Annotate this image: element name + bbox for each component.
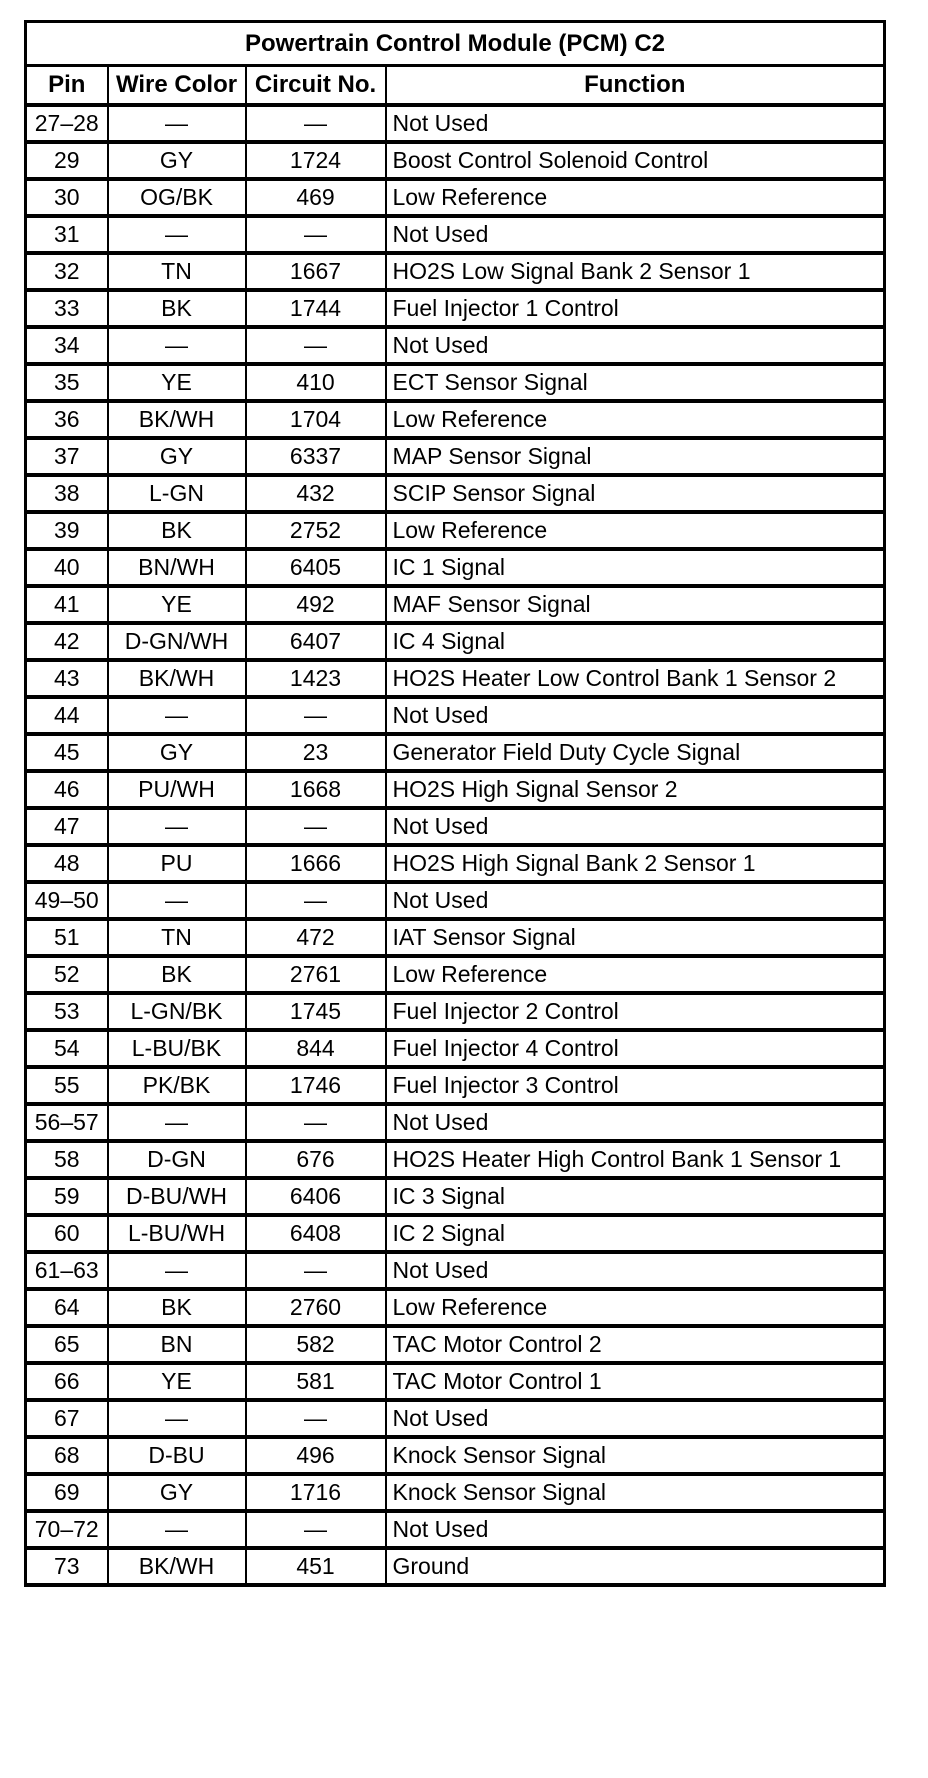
circuit-number-cell: 6405 (246, 549, 386, 586)
circuit-number-cell: 410 (246, 364, 386, 401)
function-cell: Not Used (386, 808, 885, 845)
wire-color-cell: BK (108, 512, 246, 549)
wire-color-cell: — (108, 105, 246, 142)
function-cell: TAC Motor Control 2 (386, 1326, 885, 1363)
function-cell: HO2S Heater High Control Bank 1 Sensor 1 (386, 1141, 885, 1178)
table-row (26, 142, 885, 179)
pin-cell: 41 (26, 586, 108, 623)
circuit-number-cell: 451 (246, 1548, 386, 1585)
pin-cell: 66 (26, 1363, 108, 1400)
table-row (26, 253, 885, 290)
table-row (26, 882, 885, 919)
header-row (26, 66, 885, 105)
function-cell: Knock Sensor Signal (386, 1437, 885, 1474)
function-cell: Low Reference (386, 956, 885, 993)
circuit-number-cell: — (246, 808, 386, 845)
pin-cell: 29 (26, 142, 108, 179)
pin-cell: 46 (26, 771, 108, 808)
pin-cell: 70–72 (26, 1511, 108, 1548)
circuit-number-cell: 2760 (246, 1289, 386, 1326)
circuit-number-cell: — (246, 1252, 386, 1289)
table-row (26, 1400, 885, 1437)
circuit-number-cell: 472 (246, 919, 386, 956)
wire-color-cell: YE (108, 364, 246, 401)
pin-cell: 56–57 (26, 1104, 108, 1141)
pin-cell: 58 (26, 1141, 108, 1178)
pin-cell: 34 (26, 327, 108, 364)
table-row (26, 586, 885, 623)
function-cell: Not Used (386, 216, 885, 253)
wire-color-cell: BK (108, 956, 246, 993)
table-row (26, 845, 885, 882)
table-row (26, 1178, 885, 1215)
wire-color-cell: BN/WH (108, 549, 246, 586)
circuit-number-cell: — (246, 1511, 386, 1548)
pin-cell: 37 (26, 438, 108, 475)
wire-color-cell: GY (108, 438, 246, 475)
wire-color-cell: D-GN (108, 1141, 246, 1178)
table-body (26, 105, 885, 1585)
pin-cell: 36 (26, 401, 108, 438)
table-row (26, 1104, 885, 1141)
wire-color-cell: — (108, 808, 246, 845)
function-cell: Ground (386, 1548, 885, 1585)
pin-cell: 47 (26, 808, 108, 845)
pin-cell: 60 (26, 1215, 108, 1252)
circuit-number-cell: 1716 (246, 1474, 386, 1511)
pin-cell: 33 (26, 290, 108, 327)
circuit-number-cell: 1704 (246, 401, 386, 438)
table-row (26, 1474, 885, 1511)
circuit-number-cell: 6407 (246, 623, 386, 660)
table-row (26, 290, 885, 327)
wire-color-cell: BK (108, 1289, 246, 1326)
pin-cell: 55 (26, 1067, 108, 1104)
circuit-number-cell: — (246, 1104, 386, 1141)
table-row (26, 660, 885, 697)
circuit-number-cell: 469 (246, 179, 386, 216)
pin-cell: 30 (26, 179, 108, 216)
wire-color-cell: PU (108, 845, 246, 882)
circuit-number-cell: 6408 (246, 1215, 386, 1252)
circuit-number-cell: 6337 (246, 438, 386, 475)
circuit-number-cell: 6406 (246, 1178, 386, 1215)
function-cell: IC 3 Signal (386, 1178, 885, 1215)
circuit-number-cell: 432 (246, 475, 386, 512)
wire-color-cell: L-BU/WH (108, 1215, 246, 1252)
pin-cell: 69 (26, 1474, 108, 1511)
function-cell: Not Used (386, 1104, 885, 1141)
function-cell: Low Reference (386, 512, 885, 549)
function-cell: Fuel Injector 1 Control (386, 290, 885, 327)
wire-color-cell: — (108, 1252, 246, 1289)
circuit-number-cell: 492 (246, 586, 386, 623)
circuit-number-cell: — (246, 697, 386, 734)
table-row (26, 475, 885, 512)
function-cell: IC 1 Signal (386, 549, 885, 586)
wire-color-cell: — (108, 1400, 246, 1437)
table-row (26, 1511, 885, 1548)
table-row (26, 697, 885, 734)
wire-color-cell: PK/BK (108, 1067, 246, 1104)
function-cell: Not Used (386, 105, 885, 142)
table-row (26, 956, 885, 993)
table-row (26, 1363, 885, 1400)
pin-cell: 40 (26, 549, 108, 586)
table-row (26, 216, 885, 253)
circuit-number-cell: 23 (246, 734, 386, 771)
wire-color-cell: TN (108, 253, 246, 290)
pin-cell: 59 (26, 1178, 108, 1215)
circuit-number-cell: 1667 (246, 253, 386, 290)
pin-cell: 64 (26, 1289, 108, 1326)
table-row (26, 327, 885, 364)
pin-cell: 35 (26, 364, 108, 401)
circuit-number-cell: 496 (246, 1437, 386, 1474)
pin-cell: 61–63 (26, 1252, 108, 1289)
table-row (26, 179, 885, 216)
title-row (26, 22, 885, 66)
pin-cell: 43 (26, 660, 108, 697)
table-row (26, 549, 885, 586)
function-header: Function (386, 66, 885, 105)
table-row (26, 105, 885, 142)
table-row (26, 919, 885, 956)
table-row (26, 512, 885, 549)
function-cell: Low Reference (386, 179, 885, 216)
function-cell: HO2S High Signal Bank 2 Sensor 1 (386, 845, 885, 882)
circuit-number-cell: 1745 (246, 993, 386, 1030)
wire-color-cell: — (108, 327, 246, 364)
wire-color-cell: L-GN (108, 475, 246, 512)
table-row (26, 438, 885, 475)
wire-color-cell: — (108, 882, 246, 919)
function-cell: HO2S Heater Low Control Bank 1 Sensor 2 (386, 660, 885, 697)
table-row (26, 1215, 885, 1252)
table-row (26, 771, 885, 808)
pin-cell: 49–50 (26, 882, 108, 919)
wire-color-cell: D-BU/WH (108, 1178, 246, 1215)
wire-color-cell: — (108, 1511, 246, 1548)
circuit-number-cell: — (246, 105, 386, 142)
circuit-number-cell: 1724 (246, 142, 386, 179)
pin-table (24, 20, 886, 1587)
function-cell: Fuel Injector 2 Control (386, 993, 885, 1030)
wire-color-cell: D-GN/WH (108, 623, 246, 660)
pin-cell: 53 (26, 993, 108, 1030)
pin-cell: 65 (26, 1326, 108, 1363)
function-cell: Fuel Injector 3 Control (386, 1067, 885, 1104)
table-row (26, 734, 885, 771)
table-row (26, 401, 885, 438)
table-row (26, 993, 885, 1030)
table-row (26, 1548, 885, 1585)
table-row (26, 1252, 885, 1289)
function-cell: HO2S High Signal Sensor 2 (386, 771, 885, 808)
table-row (26, 1289, 885, 1326)
pin-header: Pin (26, 66, 108, 105)
wire-color-header: Wire Color (108, 66, 246, 105)
wire-color-cell: GY (108, 1474, 246, 1511)
pin-cell: 31 (26, 216, 108, 253)
wire-color-cell: BK/WH (108, 401, 246, 438)
circuit-number-cell: 1744 (246, 290, 386, 327)
circuit-number-cell: 582 (246, 1326, 386, 1363)
function-cell: SCIP Sensor Signal (386, 475, 885, 512)
function-cell: MAP Sensor Signal (386, 438, 885, 475)
table-row (26, 1437, 885, 1474)
pin-cell: 52 (26, 956, 108, 993)
wire-color-cell: BK/WH (108, 660, 246, 697)
wire-color-cell: D-BU (108, 1437, 246, 1474)
circuit-number-cell: 1746 (246, 1067, 386, 1104)
function-cell: Knock Sensor Signal (386, 1474, 885, 1511)
wire-color-cell: L-GN/BK (108, 993, 246, 1030)
wire-color-cell: GY (108, 734, 246, 771)
circuit-number-cell: 2761 (246, 956, 386, 993)
function-cell: Not Used (386, 327, 885, 364)
table-row (26, 808, 885, 845)
circuit-number-cell: — (246, 216, 386, 253)
table-row (26, 623, 885, 660)
pin-cell: 39 (26, 512, 108, 549)
pin-cell: 48 (26, 845, 108, 882)
pin-cell: 32 (26, 253, 108, 290)
function-cell: Not Used (386, 697, 885, 734)
function-cell: MAF Sensor Signal (386, 586, 885, 623)
pin-cell: 51 (26, 919, 108, 956)
wire-color-cell: — (108, 1104, 246, 1141)
function-cell: ECT Sensor Signal (386, 364, 885, 401)
function-cell: IAT Sensor Signal (386, 919, 885, 956)
pin-cell: 68 (26, 1437, 108, 1474)
circuit-number-cell: — (246, 327, 386, 364)
circuit-number-cell: — (246, 1400, 386, 1437)
table-row (26, 1326, 885, 1363)
function-cell: Fuel Injector 4 Control (386, 1030, 885, 1067)
function-cell: Not Used (386, 1252, 885, 1289)
wire-color-cell: BN (108, 1326, 246, 1363)
function-cell: Low Reference (386, 1289, 885, 1326)
function-cell: Not Used (386, 1400, 885, 1437)
pin-cell: 45 (26, 734, 108, 771)
function-cell: TAC Motor Control 1 (386, 1363, 885, 1400)
table-row (26, 1067, 885, 1104)
circuit-number-cell: 2752 (246, 512, 386, 549)
wire-color-cell: YE (108, 1363, 246, 1400)
table-title: Powertrain Control Module (PCM) C2 (26, 22, 885, 66)
pin-cell: 67 (26, 1400, 108, 1437)
function-cell: Generator Field Duty Cycle Signal (386, 734, 885, 771)
wire-color-cell: — (108, 697, 246, 734)
wire-color-cell: L-BU/BK (108, 1030, 246, 1067)
wire-color-cell: TN (108, 919, 246, 956)
function-cell: Low Reference (386, 401, 885, 438)
pin-cell: 54 (26, 1030, 108, 1067)
wire-color-cell: BK/WH (108, 1548, 246, 1585)
circuit-number-header: Circuit No. (246, 66, 386, 105)
pin-cell: 38 (26, 475, 108, 512)
wire-color-cell: BK (108, 290, 246, 327)
function-cell: IC 4 Signal (386, 623, 885, 660)
table-row (26, 1141, 885, 1178)
circuit-number-cell: 1668 (246, 771, 386, 808)
table-row (26, 1030, 885, 1067)
function-cell: Not Used (386, 1511, 885, 1548)
function-cell: IC 2 Signal (386, 1215, 885, 1252)
function-cell: Boost Control Solenoid Control (386, 142, 885, 179)
pin-cell: 44 (26, 697, 108, 734)
circuit-number-cell: 1423 (246, 660, 386, 697)
table-row (26, 364, 885, 401)
pin-cell: 42 (26, 623, 108, 660)
circuit-number-cell: 1666 (246, 845, 386, 882)
wire-color-cell: YE (108, 586, 246, 623)
circuit-number-cell: 581 (246, 1363, 386, 1400)
pin-cell: 27–28 (26, 105, 108, 142)
function-cell: HO2S Low Signal Bank 2 Sensor 1 (386, 253, 885, 290)
pin-cell: 73 (26, 1548, 108, 1585)
circuit-number-cell: — (246, 882, 386, 919)
wire-color-cell: PU/WH (108, 771, 246, 808)
function-cell: Not Used (386, 882, 885, 919)
wire-color-cell: GY (108, 142, 246, 179)
wire-color-cell: OG/BK (108, 179, 246, 216)
wire-color-cell: — (108, 216, 246, 253)
circuit-number-cell: 844 (246, 1030, 386, 1067)
circuit-number-cell: 676 (246, 1141, 386, 1178)
